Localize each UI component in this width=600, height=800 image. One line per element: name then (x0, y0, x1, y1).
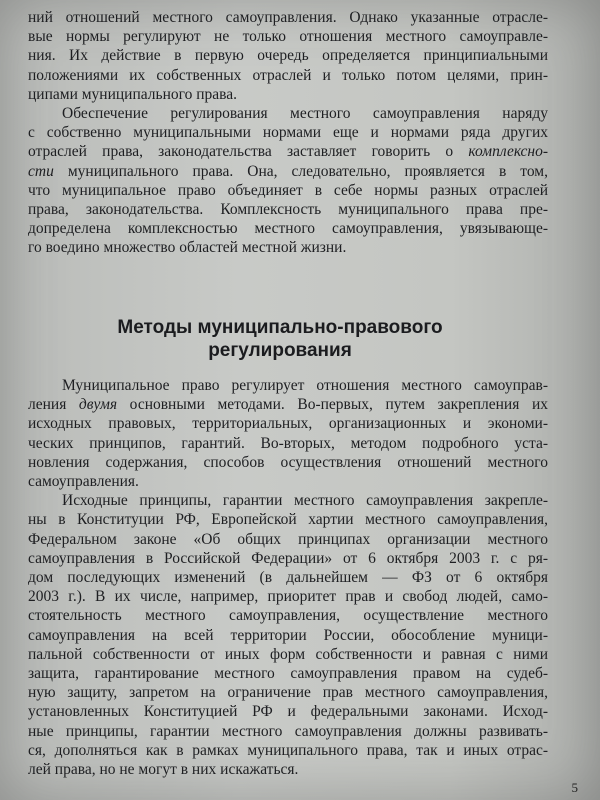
p4-line-6: 2003 г.). В их числе, например, приоритет прав и свобод людей, само- (28, 588, 548, 606)
section-heading-line-2: регулирования (208, 340, 352, 361)
text-block-top (28, 8, 548, 258)
p1-line-1: ний отношений местного самоуправления. Однако указанные отрасле- (28, 9, 548, 26)
p1-line-5: ципами муниципального права. (28, 85, 238, 103)
p4-line-11: ную защиту, запретом на ограничение прав местного самоуправления, (28, 684, 548, 702)
p2-line-6: права, законодательства. Комплексность муниципального права пре- (28, 201, 548, 219)
p2-line-2: с собственно муниципальными нормами еще и нормами ряда других (28, 124, 548, 142)
p4-line-8: самоуправления на всей территории России, обособление муници- (28, 626, 548, 644)
p4-line-5: дом последующих изменений (в дальнейшем — ФЗ от 6 октября (28, 569, 548, 587)
p4-line-1: Исходные принципы, гарантии местного самоуправления закрепле- (62, 492, 548, 510)
p4-line-7: стоятельность местного самоуправления, осуществление местного (28, 607, 548, 625)
p1-line-4: положениями их собственных отраслей и только потом целями, прин- (28, 66, 548, 84)
p4-line-15: лей права, но не могут в них искажаться. (28, 761, 299, 779)
text-block-bottom (28, 376, 548, 779)
p3-line-4: ческих принципов, гарантий. Во-вторых, методом подробного уста- (28, 434, 548, 452)
p2-line-8: го воедино множество областей местной жизни. (28, 239, 347, 257)
p2-line-7: допределена комплексностью местного самоуправления, увязывающе- (28, 220, 548, 238)
p3-line-6: самоуправления. (28, 473, 139, 491)
p3-line-5: новления содержания, способов осуществления отношений местного (28, 453, 548, 471)
p4-line-3: Федеральном законе «Об общих принципах организации местного (28, 530, 548, 548)
p4-line-4: самоуправления в Российской Федерации» от 6 октября 2003 г. с ря- (28, 549, 548, 567)
p3-line-3: исходных правовых, территориальных, организационных и экономи- (28, 415, 548, 433)
p2-line-1: Обеспечение регулирования местного самоуправления наряду (62, 105, 548, 123)
page-number: 5 (571, 780, 578, 795)
p4-line-13: ные принципы, гарантии местного самоуправления должны развивать- (28, 722, 548, 740)
p2-line-4: сти муниципального права. Она, следовательно, проявляется в том, (28, 162, 548, 180)
p4-line-2: ны в Конституции РФ, Европейской хартии местного самоуправления, (28, 511, 548, 529)
p4-line-9: пальной собственности от иных форм собственности и равная с ними (28, 645, 548, 663)
p3-line-2: ления двумя основными методами. Во-первых, путем закрепления их (28, 396, 548, 414)
section-heading-line-1: Методы муниципально-правового (117, 317, 443, 338)
p1-line-3: ния. Их действие в первую очередь определяется принципиальными (28, 47, 548, 65)
p3-line-1: Муниципальное право регулирует отношения местного самоуправ- (62, 377, 548, 394)
p1-line-2: вые нормы регулируют не только отношения местного самоуправле- (28, 28, 548, 46)
p2-line-3: отраслей права, законодательства заставляет говорить о комплексно- (28, 143, 548, 161)
p4-line-10: защита, гарантирование местного самоуправления правом на судеб- (28, 665, 548, 683)
p4-line-12: установленных Конституцией РФ и федеральными законами. Исход- (28, 703, 548, 721)
section-heading (40, 316, 520, 362)
p2-line-5: что муниципальное право объединяет в себе нормы разных отраслей (28, 181, 548, 199)
p4-line-14: ся, дополняться как в рамках муниципального права, так и иных отрас- (28, 741, 548, 759)
